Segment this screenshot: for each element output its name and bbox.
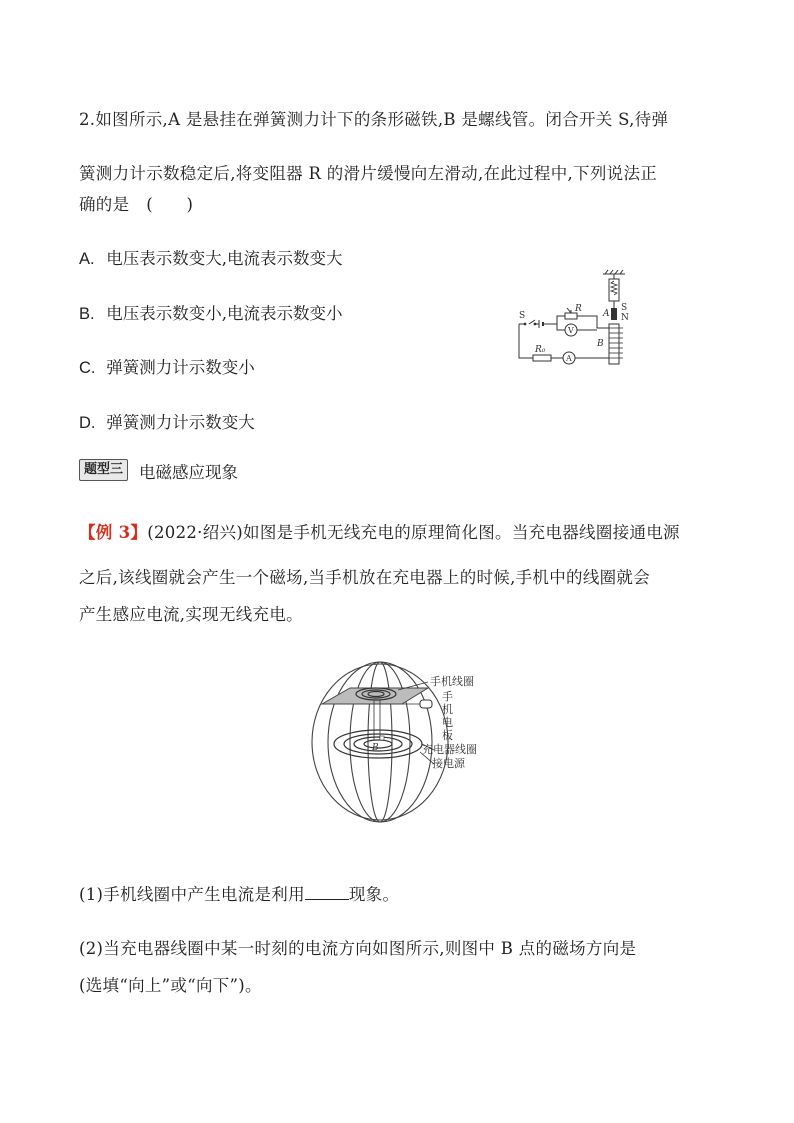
label-phone-coil: 手机线圈: [430, 675, 474, 688]
q2-line-3: 确的是 ( ): [79, 195, 194, 214]
bar-magnet: [611, 308, 617, 320]
label-phone-board-1: 手: [442, 690, 453, 703]
subquestion-1-prefix: (1)手机线圈中产生电流是利用: [79, 885, 305, 904]
label-r0: R₀: [535, 345, 546, 355]
example3-text-1: (2022·绍兴)如图是手机无线充电的原理简化图。当充电器线圈接通电源: [147, 523, 680, 542]
ceiling-support: [603, 270, 625, 274]
label-charger-coil: 充电器线圈: [422, 743, 477, 756]
option-text: 电压表示数变小,电流表示数变小: [106, 304, 343, 323]
option-letter: D.: [79, 414, 96, 432]
example-label: 【例 3】: [79, 523, 148, 542]
magnet-s-pole: S: [621, 303, 628, 313]
option-d[interactable]: [79, 409, 255, 433]
example3-line-3: 产生感应电流,实现无线充电。: [79, 605, 303, 624]
subquestion-2-line-2: (选填“向上”或“向下”)。: [79, 976, 262, 995]
magnet-n-pole: N: [621, 313, 629, 323]
option-text: 电压表示数变大,电流表示数变大: [106, 249, 343, 268]
label-phone-board-3: 电: [442, 716, 453, 729]
option-letter: B.: [79, 305, 95, 323]
label-phone-board-2: 机: [442, 703, 453, 716]
label-b-point: B: [372, 743, 379, 753]
q2-line-1: 2.如图所示,A 是悬挂在弹簧测力计下的条形磁铁,B 是螺线管。闭合开关 S,待弹: [79, 110, 669, 129]
subquestion-1-suffix: 现象。: [348, 885, 400, 904]
label-r: R: [575, 304, 582, 314]
option-text: 弹簧测力计示数变小: [106, 358, 255, 377]
subquestion-1: [79, 881, 399, 905]
option-letter: C.: [79, 359, 96, 377]
option-letter: A.: [79, 250, 95, 268]
circuit-diagram: [505, 268, 640, 368]
wireless-charging-figure: [310, 660, 500, 825]
ammeter-label: A: [566, 354, 572, 363]
label-power: 接电源: [432, 757, 465, 770]
answer-blank[interactable]: [305, 885, 349, 900]
resistor-r0: [533, 355, 551, 361]
label-switch: S: [519, 311, 526, 321]
label-a: A: [603, 309, 610, 319]
option-c[interactable]: [79, 354, 255, 378]
section-title: 电磁感应现象: [139, 463, 238, 482]
option-text: 弹簧测力计示数变大: [106, 413, 255, 432]
example3-line-1: [79, 519, 680, 543]
option-b[interactable]: [79, 300, 343, 324]
field-lines: [312, 662, 448, 822]
option-a[interactable]: [79, 245, 343, 269]
label-phone-board-4: 板: [442, 729, 453, 742]
q2-line-2: 簧测力计示数稳定后,将变阻器 R 的滑片缓慢向左滑动,在此过程中,下列说法正: [79, 164, 658, 183]
phone-board-icon: [420, 700, 432, 708]
voltmeter-label: V: [568, 326, 574, 335]
label-b: B: [597, 339, 604, 349]
section-tag: 题型三: [79, 459, 128, 481]
example3-line-2: 之后,该线圈就会产生一个磁场,当手机放在充电器上的时候,手机中的线圈就会: [79, 568, 651, 587]
subquestion-2-line-1: (2)当充电器线圈中某一时刻的电流方向如图所示,则图中 B 点的磁场方向是: [79, 939, 637, 958]
